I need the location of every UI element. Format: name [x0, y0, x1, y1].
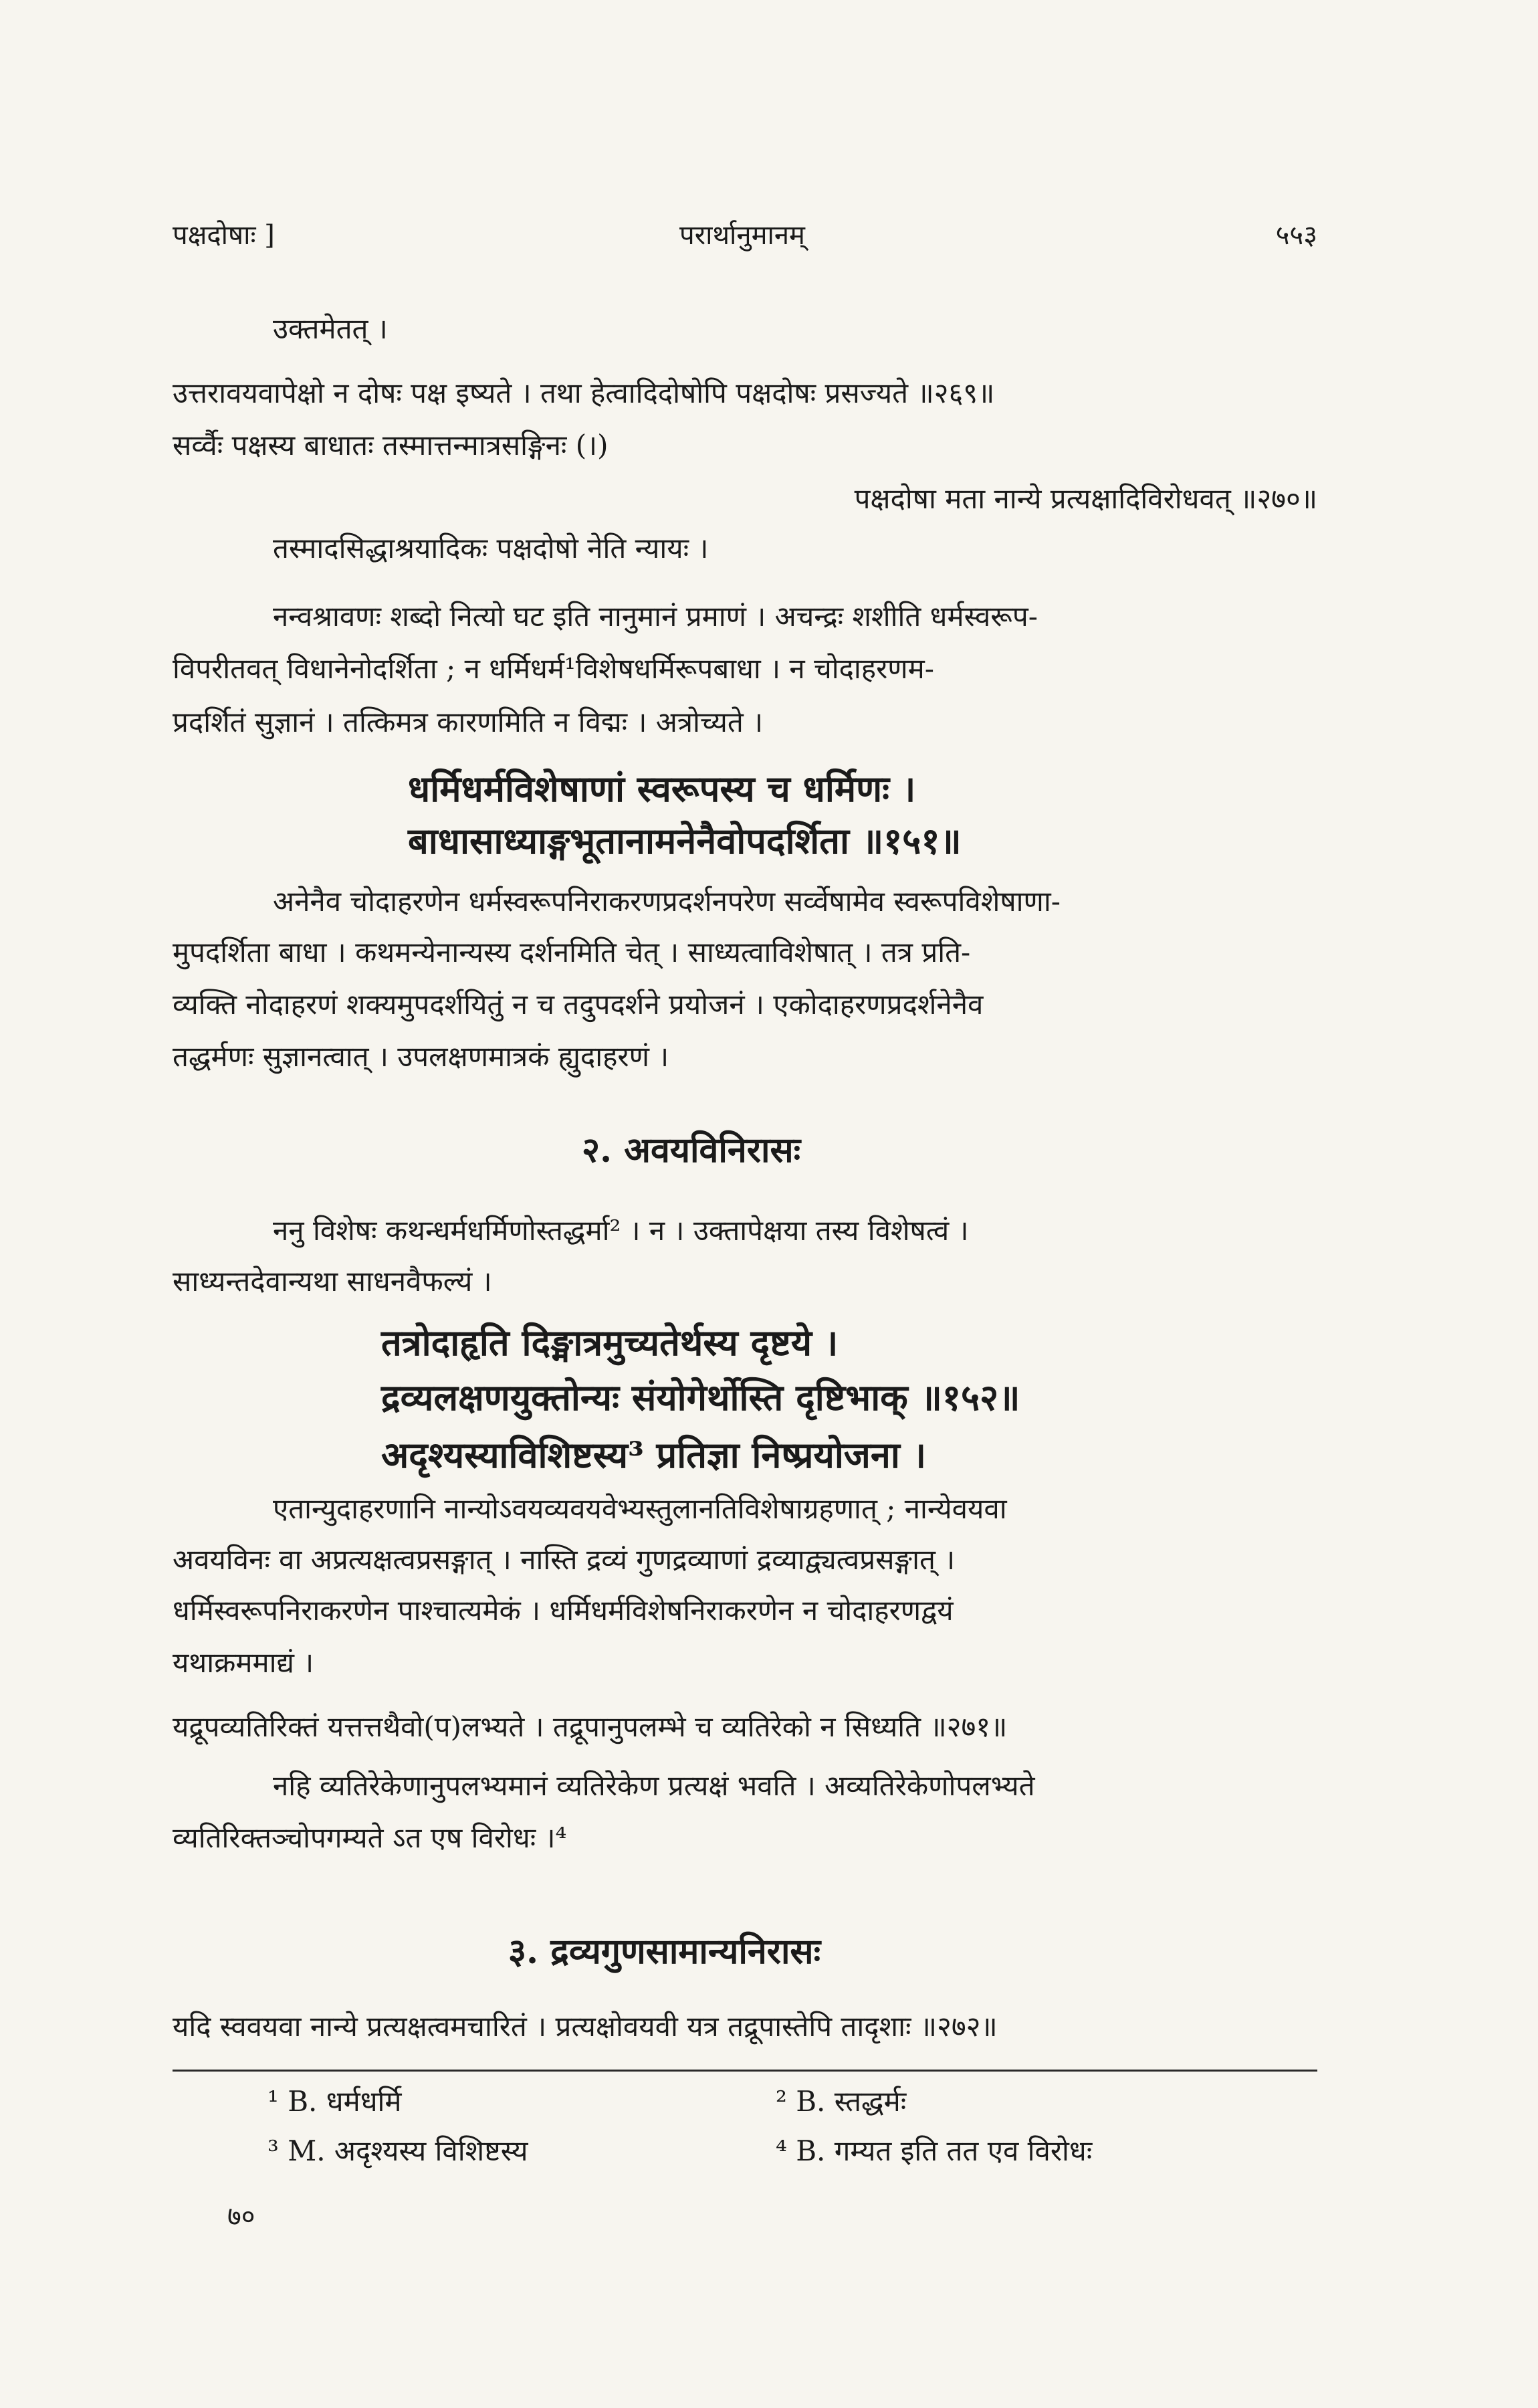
- karika-272: यदि स्ववयवा नान्ये प्रत्यक्षत्वमचारितं । प्रत्यक्षोवयवी यत्र तद्रूपास्तेपि तादृशाः ॥२७२॥: [173, 2010, 998, 2043]
- section-heading-3: ३. द्रव्यगुणसामान्यनिरासः: [508, 1931, 821, 1972]
- footnote-2: ² B. स्तद्धर्मः: [776, 2085, 907, 2118]
- commentary-line: ननु विशेषः कथन्धर्मधर्मिणोस्तद्धर्मा² । न । उक्तापेक्षया तस्य विशेषत्वं ।: [273, 1214, 969, 1247]
- page-number: ५५३: [1275, 220, 1317, 251]
- commentary-line: साध्यन्तदेवान्यथा साधनवैफल्यं ।: [173, 1265, 492, 1298]
- verse-151-line-2: बाधासाध्याङ्गभूतानामनेनैवोपदर्शिता ॥१५१॥: [408, 819, 962, 862]
- commentary-line: नहि व्यतिरेकेणानुपलभ्यमानं व्यतिरेकेण प्रत्यक्षं भवति । अव्यतिरेकेणोपलभ्यते: [273, 1769, 1035, 1802]
- commentary-line: यथाक्रममाद्यं ।: [173, 1646, 314, 1679]
- verse-152-line-2: द्रव्यलक्षणयुक्तोन्यः संयोगेर्थोस्ति दृष्टिभाक् ॥१५२॥: [381, 1376, 1020, 1419]
- commentary-line: अवयविनः वा अप्रत्यक्षत्वप्रसङ्गात् । नास्ति द्रव्यं गुणद्रव्याणां द्रव्याद्व्यत्वप्रसङ्गात् ।: [173, 1543, 956, 1576]
- running-header-left: पक्षदोषाः ]: [173, 220, 275, 251]
- karika-271: यद्रूपव्यतिरिक्तं यत्तत्तथैवो(प)लभ्यते । तद्रूपानुपलम्भे च व्यतिरेको न सिध्यति ॥२७१॥: [173, 1710, 1008, 1743]
- footnote-4: ⁴ B. गम्यत इति तत एव विरोधः: [776, 2134, 1093, 2167]
- commentary-line: धर्मिस्वरूपनिराकरणेन पाश्चात्यमेकं । धर्मिधर्मविशेषनिराकरणेन न चोदाहरणद्वयं: [173, 1594, 954, 1627]
- karika-270-first-half: सर्व्वैः पक्षस्य बाधातः तस्मात्तन्मात्रसङ्गिनः (।): [173, 429, 609, 462]
- karika-270-second-half: पक्षदोषा मता नान्ये प्रत्यक्षादिविरोधवत् ॥२७०॥: [854, 482, 1317, 515]
- commentary-line: व्यक्ति नोदाहरणं शक्यमुपदर्शयितुं न च तदुपदर्शने प्रयोजनं । एकोदाहरणप्रदर्शनेनैव: [173, 988, 984, 1021]
- text-line: तस्मादसिद्धाश्रयादिकः पक्षदोषो नेति न्यायः ।: [273, 532, 709, 565]
- commentary-line: मुपदर्शिता बाधा । कथमन्येनान्यस्य दर्शनमिति चेत् । साध्यत्वाविशेषात् । तत्र प्रति-: [173, 936, 971, 969]
- folio-number: ७०: [227, 2201, 255, 2232]
- verse-152-line-1: तत्रोदाहृति दिङ्मात्रमुच्यतेर्थस्य दृष्टये ।: [381, 1321, 839, 1364]
- running-header-title: परार्थानुमानम्: [679, 220, 805, 251]
- verse-151-line-1: धर्मिधर्मविशेषाणां स्वरूपस्य च धर्मिणः ।: [408, 767, 916, 810]
- footnote-divider: [173, 2070, 1317, 2072]
- commentary-line: एतान्युदाहरणानि नान्योऽवयव्यवयवेभ्यस्तुलानतिविशेषाग्रहणात् ; नान्येवयवा: [273, 1492, 1007, 1525]
- commentary-line: तद्धर्मणः सुज्ञानत्वात् । उपलक्षणमात्रकं ह्युदाहरणं ।: [173, 1040, 669, 1073]
- commentary-line: अनेनैव चोदाहरणेन धर्मस्वरूपनिराकरणप्रदर्शनपरेण सर्व्वेषामेव स्वरूपविशेषाणा-: [273, 885, 1061, 918]
- footnote-3: ³ M. अदृश्यस्य विशिष्टस्य: [267, 2134, 528, 2167]
- karika-269: उत्तरावयवापेक्षो न दोषः पक्ष इष्यते । तथा हेत्वादिदोषोपि पक्षदोषः प्रसज्यते ॥२६९॥: [173, 377, 995, 409]
- commentary-line: व्यतिरिक्तञ्चोपगम्यते ऽत एष विरोधः ।⁴: [173, 1821, 567, 1854]
- section-heading-2: २. अवयविनिरासः: [582, 1130, 801, 1171]
- footnote-1: ¹ B. धर्मधर्मि: [267, 2085, 402, 2118]
- verse-153-line-1: अदृश्यस्याविशिष्टस्य³ प्रतिज्ञा निष्प्रयोजना ।: [381, 1433, 927, 1476]
- commentary-line: नन्वश्रावणः शब्दो नित्यो घट इति नानुमानं प्रमाणं । अचन्द्रः शशीति धर्मस्वरूप-: [273, 600, 1038, 633]
- commentary-line: प्रदर्शितं सुज्ञानं । तत्किमत्र कारणमिति न विद्मः । अत्रोच्यते ।: [173, 706, 764, 738]
- commentary-line: विपरीतवत् विधानेनोदर्शिता ; न धर्मिधर्म¹विशेषधर्मिरूपबाधा । न चोदाहरणम-: [173, 652, 934, 685]
- text-line: उक्तमेतत् ।: [273, 312, 388, 345]
